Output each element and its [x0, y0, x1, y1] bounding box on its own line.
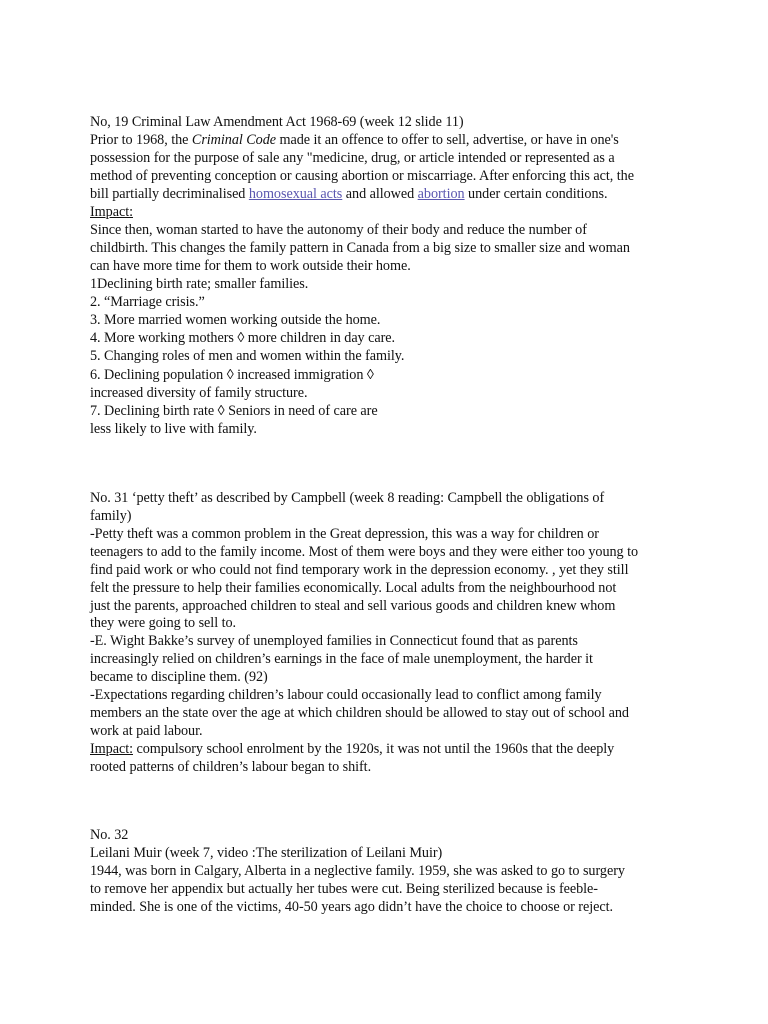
section1-para-line	[90, 131, 619, 149]
section1-para-line: possession for the purpose of sale any "medicine, drug, or article intended or represented as a	[90, 150, 615, 166]
list-item: 3. More married women working outside the home.	[90, 312, 381, 328]
section2-line: increasingly relied on children’s earnings in the face of male unemployment, the harder it	[90, 651, 593, 667]
section2-line: -Petty theft was a common problem in the Great depression, this was a way for children or	[90, 526, 599, 542]
section2-line: teenagers to add to the family income. Most of them were boys and they were either too young to	[90, 544, 639, 560]
section2-impact-line: rooted patterns of children’s labour began to shift.	[90, 759, 372, 775]
section1-para-line: method of preventing conception or causing abortion or miscarriage. After enforcing this act, the	[90, 168, 634, 184]
section1-impact-line: Since then, woman started to have the autonomy of their body and reduce the number of	[90, 222, 587, 238]
section2-line: -E. Wight Bakke’s survey of unemployed families in Connecticut found that as parents	[90, 633, 578, 649]
section2-line: find paid work or who could not find temporary work in the depression economy. , yet they still	[90, 562, 629, 578]
section2-impact-line	[90, 740, 614, 758]
section3-line: minded. She is one of the victims, 40-50 years ago didn’t have the choice to choose or reject.	[90, 899, 613, 915]
section2-line: work at paid labour.	[90, 723, 203, 739]
section2-line: members an the state over the age at which children should be allowed to stay out of school and	[90, 705, 629, 721]
section1-impact-line: can have more time for them to work outside their home.	[90, 258, 411, 274]
section1-para-line	[90, 185, 607, 203]
text-run: and allowed	[342, 186, 418, 202]
section3-line: 1944, was born in Calgary, Alberta in a neglective family. 1959, she was asked to go to surgery	[90, 863, 625, 879]
section3-heading: No. 32	[90, 827, 129, 843]
section1-impact-line: childbirth. This changes the family pattern in Canada from a big size to smaller size and woman	[90, 240, 630, 256]
text-run: under certain conditions.	[464, 186, 608, 202]
section2-line: they were going to sell to.	[90, 615, 237, 631]
section3-line: Leilani Muir (week 7, video :The sterilization of Leilani Muir)	[90, 845, 443, 861]
text-run: made it an offence to offer to sell, advertise, or have in one's	[276, 132, 619, 148]
list-item: 2. “Marriage crisis.”	[90, 294, 205, 310]
abortion-link[interactable]: abortion	[417, 186, 465, 202]
section2-line: -Expectations regarding children’s labour could occasionally lead to conflict among family	[90, 687, 602, 703]
list-item: 4. More working mothers ◊ more children in day care.	[90, 330, 396, 346]
criminal-code-italic: Criminal Code	[191, 132, 276, 148]
list-item: 7. Declining birth rate ◊ Seniors in need of care are	[90, 403, 378, 419]
section2-heading: family)	[90, 508, 132, 524]
section1-impact-label: Impact:	[90, 204, 133, 220]
text-run: Prior to 1968, the	[90, 132, 192, 148]
homosexual-acts-link[interactable]: homosexual acts	[248, 186, 343, 202]
section2-line: felt the pressure to help their families economically. Local adults from the neighbourhood not	[90, 580, 617, 596]
section3-line: to remove her appendix but actually her tubes were cut. Being sterilized because is feeble-	[90, 881, 598, 897]
list-item: 5. Changing roles of men and women within the family.	[90, 348, 405, 364]
list-item: 1Declining birth rate; smaller families.	[90, 276, 309, 292]
section2-line: became to discipline them. (92)	[90, 669, 268, 685]
list-item: less likely to live with family.	[90, 421, 257, 437]
list-item: increased diversity of family structure.	[90, 385, 308, 401]
section1-heading: No, 19 Criminal Law Amendment Act 1968-69 (week 12 slide 11)	[90, 114, 464, 130]
text-run: compulsory school enrolment by the 1920s, it was not until the 1960s that the deeply	[132, 741, 615, 757]
text-run: bill partially decriminalised	[90, 186, 249, 202]
section2-line: just the parents, approached children to steal and sell various goods and children knew whom	[90, 598, 616, 614]
section2-impact-label: Impact:	[90, 741, 133, 757]
section2-heading: No. 31 ‘petty theft’ as described by Campbell (week 8 reading: Campbell the obligations of	[90, 490, 605, 506]
list-item: 6. Declining population ◊ increased immigration ◊	[90, 367, 374, 383]
